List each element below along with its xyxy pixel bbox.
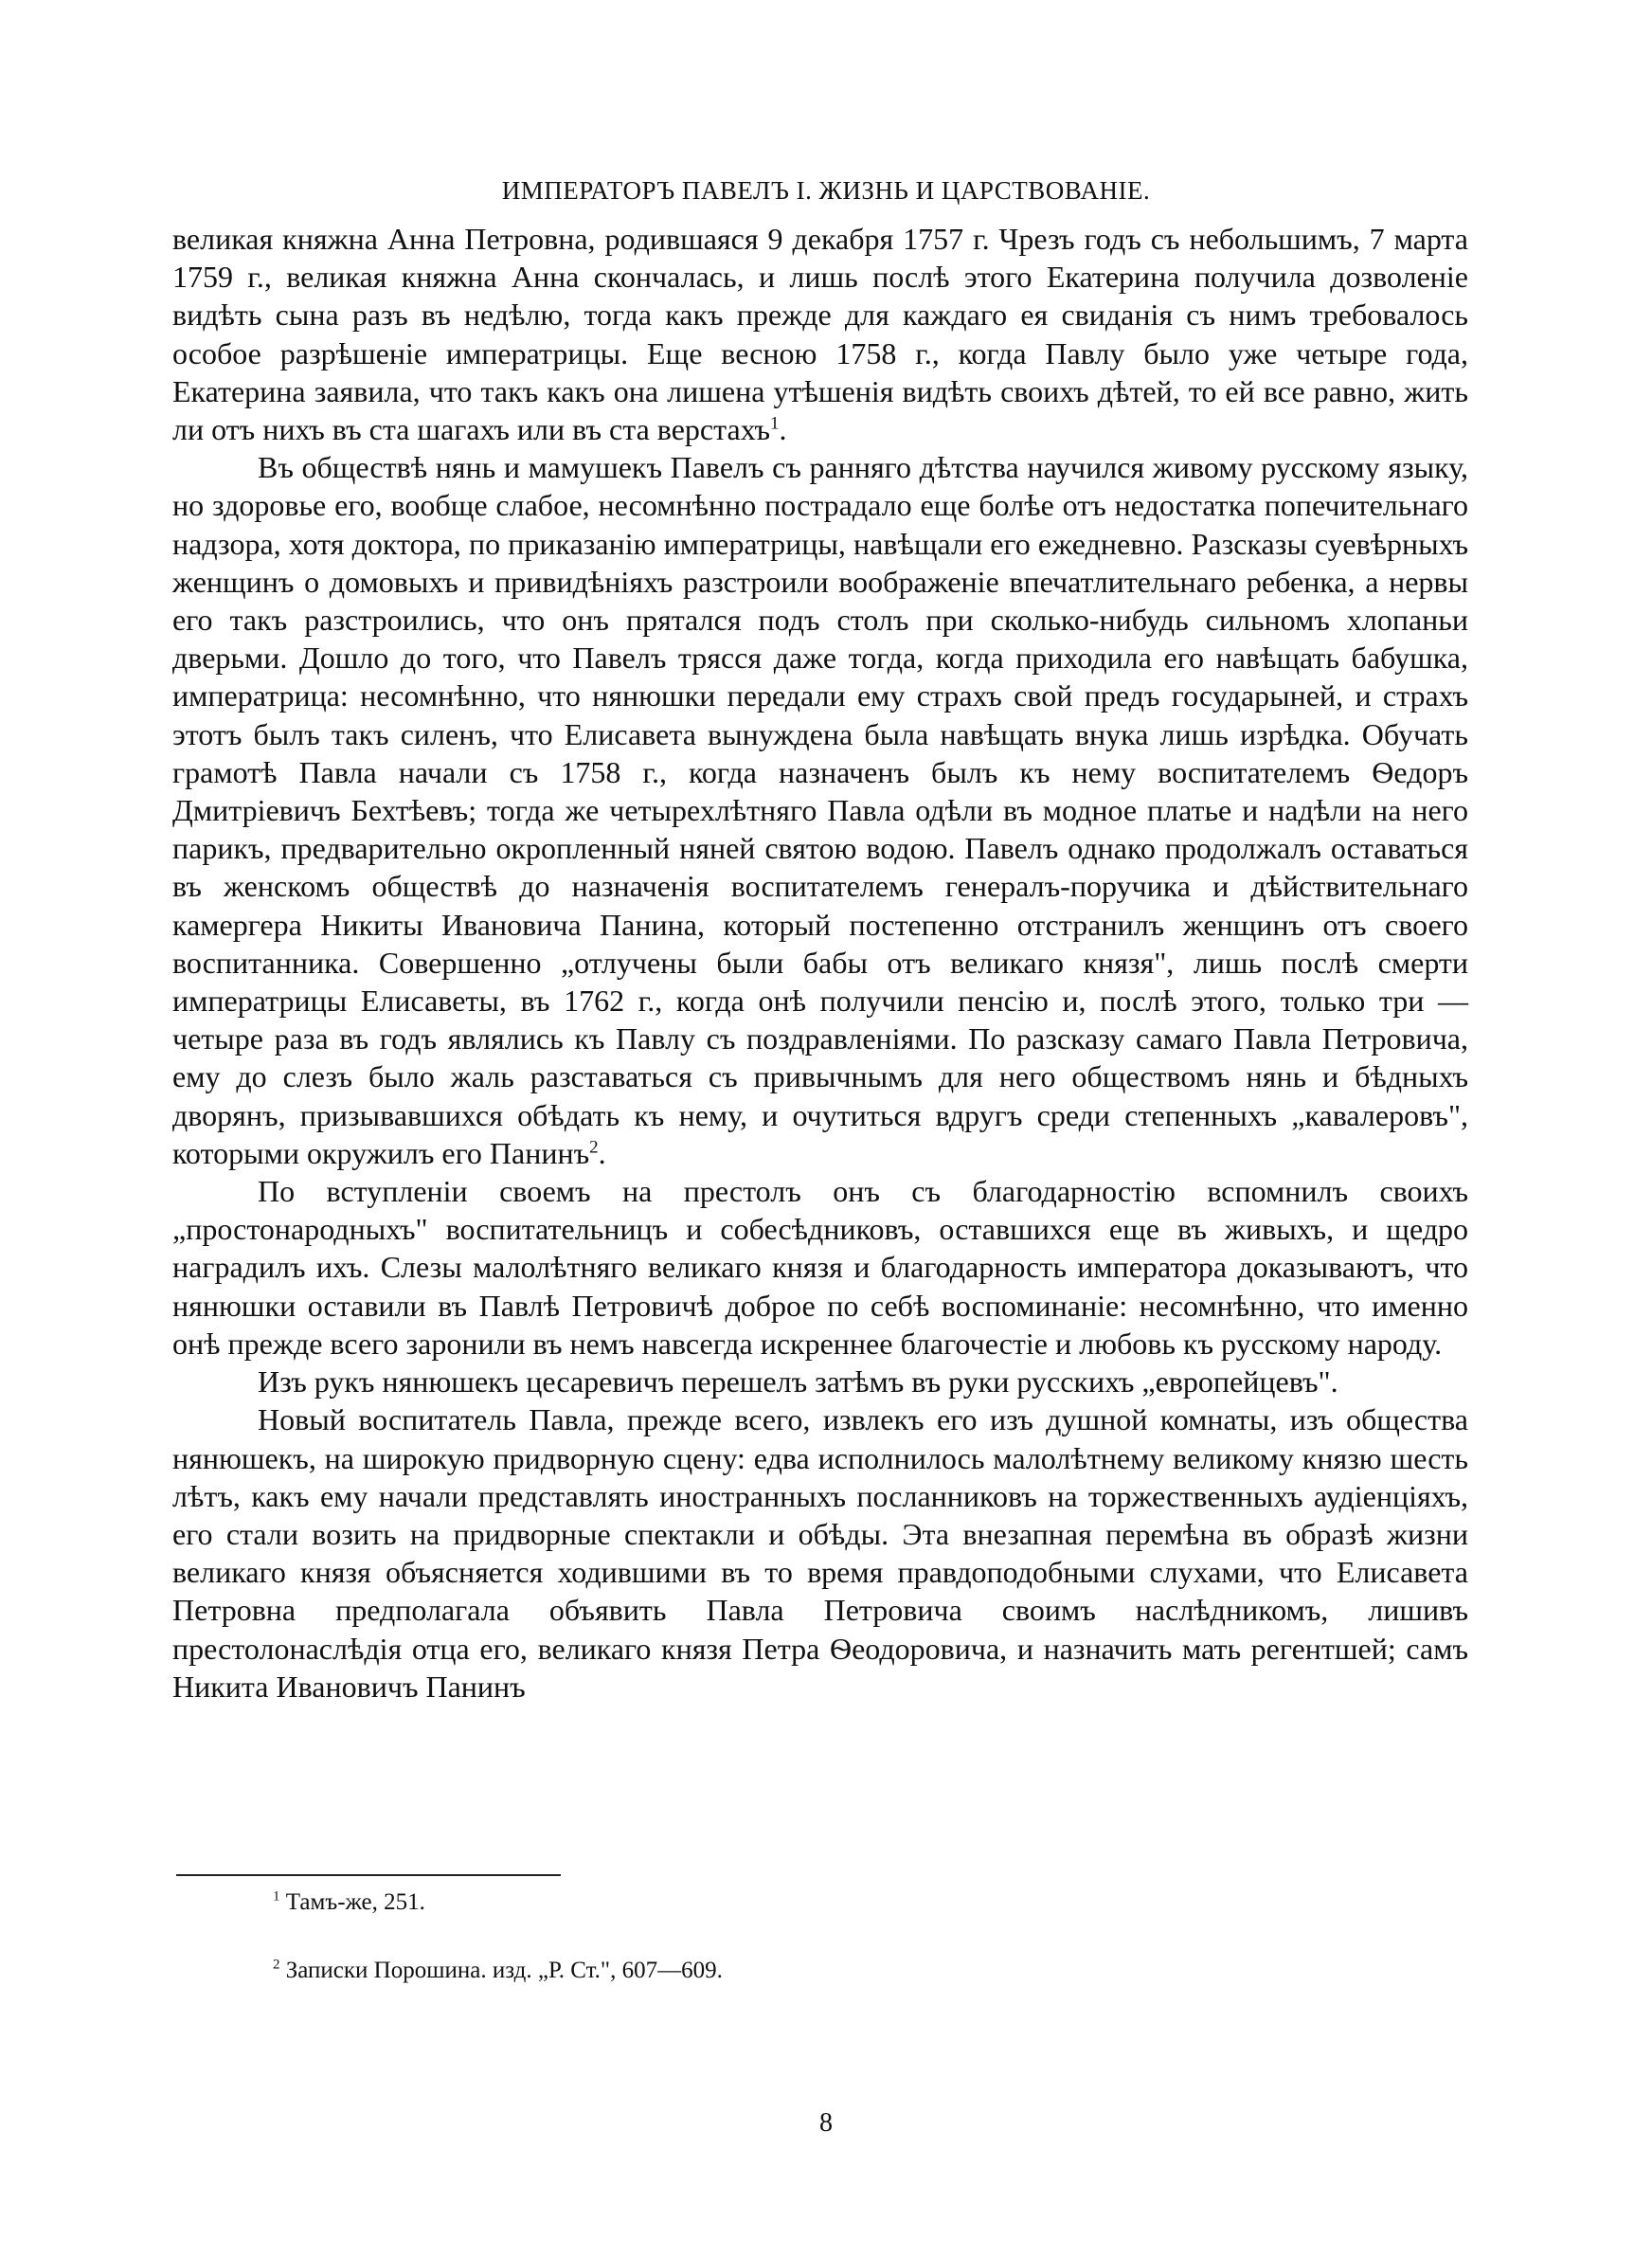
footnote-2-text: Записки Порошина. изд. „Р. Ст.", 607—609. — [285, 1958, 723, 1983]
paragraph-1-tail: . — [779, 412, 787, 447]
footnote-ref-1: 1 — [770, 413, 780, 434]
footnote-2 — [273, 1956, 1466, 1986]
footnote-1 — [273, 1887, 1466, 1918]
page-number: 8 — [819, 2108, 833, 2138]
paragraph-5 — [172, 1400, 1468, 1706]
paragraph-1-text: великая княжна Анна Петровна, родившаяся 9 декабря 1757 г. Чрезъ годъ съ небольшимъ, 7 марта 1759 г., великая княжна Анна скончалась, и лишь послѣ этого Екатерина получила дозволеніе видѣть сына разъ въ недѣлю, тогда какъ прежде для каждаго ея свиданія съ нимъ требовалось особое разрѣшеніе императрицы. Еще весною 1758 г., когда Павлу было уже четыре года, Екатерина заявила, что такъ какъ она лишена утѣшенія видѣть своихъ дѣтей, то ей все равно, жить ли отъ нихъ въ ста шагахъ или въ ста верстахъ — [172, 222, 1468, 447]
paragraph-2 — [172, 448, 1468, 1172]
paragraph-2-tail: . — [598, 1135, 606, 1170]
paragraph-3 — [172, 1172, 1468, 1363]
footnotes — [273, 1887, 1466, 2024]
footnote-divider — [176, 1874, 561, 1876]
footnote-1-number: 1 — [273, 1888, 280, 1905]
paragraph-1 — [172, 220, 1468, 448]
paragraph-3-text: По вступленіи своемъ на престолъ онъ съ благодарностію вспомнилъ своихъ „простонародныхъ" воспитательницъ и собесѣдниковъ, оставшихся еще въ живыхъ, и щедро наградилъ ихъ. Слезы малолѣтняго великаго князя и благодарность императора доказываютъ, что нянюшки оставили въ Павлѣ Петровичѣ доброе по себѣ воспоминаніе: несомнѣнно, что именно онѣ прежде всего заронили въ немъ навсегда искреннее благочестіе и любовь къ русскому народу. — [172, 1174, 1468, 1361]
paragraph-4 — [172, 1363, 1468, 1400]
footnote-2-number: 2 — [273, 1957, 280, 1973]
paragraph-5-text: Новый воспитатель Павла, прежде всего, извлекъ его изъ душной комнаты, изъ общества нянюшекъ, на широкую придворную сцену: едва исполнилось малолѣтнему великому князю шесть лѣтъ, какъ ему начали представлять иностранныхъ посланниковъ на торжественныхъ аудіенціяхъ, его стали возить на придворные спектакли и обѣды. Эта внезапная перемѣна въ образѣ жизни великаго князя объясняется ходившими въ то время правдоподобными слухами, что Елисавета Петровна предполагала объявить Павла Петровича своимъ наслѣдникомъ, лишивъ престолонаслѣдія отца его, великаго князя Петра Ѳеодоровича, и назначить мать регентшей; самъ Никита Ивановичъ Панинъ — [172, 1402, 1468, 1704]
running-header: ИМПЕРАТОРЪ ПАВЕЛЪ I. ЖИЗНЬ И ЦАРСТВОВАНІЕ. — [501, 176, 1151, 205]
footnote-ref-2: 2 — [589, 1137, 599, 1158]
main-text — [172, 220, 1468, 1706]
footnote-1-text: Тамъ-же, 251. — [285, 1889, 425, 1915]
paragraph-4-text: Изъ рукъ нянюшекъ цесаревичъ перешелъ затѣмъ въ руки русскихъ „европейцевъ". — [258, 1364, 1338, 1399]
paragraph-2-text: Въ обществѣ нянь и мамушекъ Павелъ съ ранняго дѣтства научился живому русскому языку, но здоровье его, вообще слабое, несомнѣнно пострадало еще болѣе отъ недостатка попечительнаго надзора, хотя доктора, по приказанію императрицы, навѣщали его ежедневно. Разсказы суевѣрныхъ женщинъ о домовыхъ и привидѣніяхъ разстроили воображеніе впечатлительнаго ребенка, а нервы его такъ разстроились, что онъ прятался подъ столъ при сколько-нибудь сильномъ хлопаньи дверьми. Дошло до того, что Павелъ трясся даже тогда, когда приходила его навѣщать бабушка, императрица: несомнѣнно, что нянюшки передали ему страхъ свой предъ государыней, и страхъ этотъ былъ такъ силенъ, что Елисавета вынуждена была навѣщать внука лишь изрѣдка. Обучать грамотѣ Павла начали съ 1758 г., когда назначенъ былъ къ нему воспитателемъ Ѳедоръ Дмитріевичъ Бехтѣевъ; тогда же четырехлѣтняго Павла одѣли въ модное платье и надѣли на него парикъ, предварительно окропленный няней святою водою. Павелъ однако продолжалъ оставаться въ женскомъ обществѣ до назначенія воспитателемъ генералъ-поручика и дѣйствительнаго камергера Никиты Ивановича Панина, который постепенно отстранилъ женщинъ отъ своего воспитанника. Совершенно „отлучены были бабы отъ великаго князя", лишь послѣ смерти императрицы Елисаветы, въ 1762 г., когда онѣ получили пенсію и, послѣ этого, только три — четыре раза въ годъ являлись къ Павлу съ поздравленіями. По разсказу самаго Павла Петровича, ему до слезъ было жаль разставаться съ привычнымъ для него обществомъ нянь и бѣдныхъ дворянъ, призывавшихся обѣдать къ нему, и очутиться вдругъ среди степенныхъ „кавалеровъ", которыми окружилъ его Панинъ — [172, 450, 1468, 1170]
